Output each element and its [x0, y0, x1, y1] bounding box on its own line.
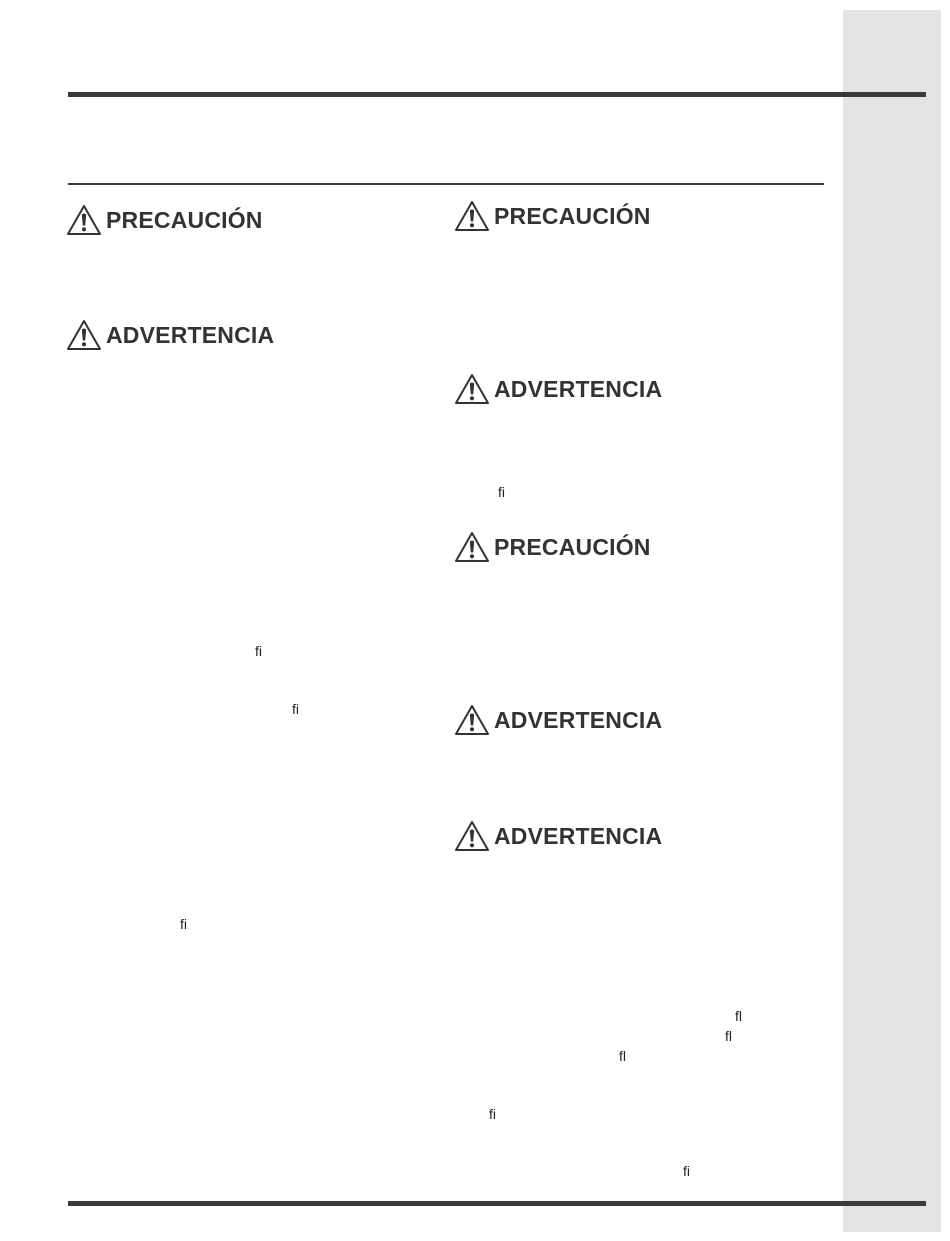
warning-heading	[454, 703, 662, 737]
warning-triangle-icon	[66, 204, 102, 236]
ligature-glyph: ﬂ	[619, 1048, 626, 1064]
warning-triangle-icon	[66, 319, 102, 351]
ligature-glyph: ﬂ	[725, 1028, 732, 1044]
ligature-glyph: ﬁ	[498, 484, 505, 500]
ligature-glyph: ﬂ	[735, 1008, 742, 1024]
ligature-glyph: ﬁ	[180, 916, 187, 932]
warning-triangle-icon	[454, 373, 490, 405]
ligature-glyph: ﬁ	[255, 643, 262, 659]
ligature-glyph: ﬁ	[489, 1106, 496, 1122]
heading-label: PRECAUCIÓN	[494, 533, 651, 560]
warning-triangle-icon	[454, 820, 490, 852]
ligature-glyph: ﬁ	[292, 701, 299, 717]
warning-triangle-icon	[454, 531, 490, 563]
ligature-glyph: ﬁ	[683, 1163, 690, 1179]
caution-heading	[66, 203, 263, 237]
warning-triangle-icon	[454, 200, 490, 232]
heading-label: ADVERTENCIA	[494, 706, 663, 733]
heading-label: ADVERTENCIA	[494, 822, 663, 849]
heading-label: PRECAUCIÓN	[106, 206, 263, 233]
warning-heading	[66, 318, 274, 352]
top-rule	[68, 92, 926, 97]
bottom-rule	[68, 1201, 926, 1206]
caution-heading	[454, 199, 651, 233]
heading-label: ADVERTENCIA	[106, 321, 275, 348]
caution-heading	[454, 530, 651, 564]
warning-triangle-icon	[454, 704, 490, 736]
page-sidebar-tab	[843, 10, 941, 1232]
section-rule	[68, 183, 824, 185]
heading-label: PRECAUCIÓN	[494, 202, 651, 229]
heading-label: ADVERTENCIA	[494, 375, 663, 402]
warning-heading	[454, 372, 662, 406]
warning-heading	[454, 819, 662, 853]
